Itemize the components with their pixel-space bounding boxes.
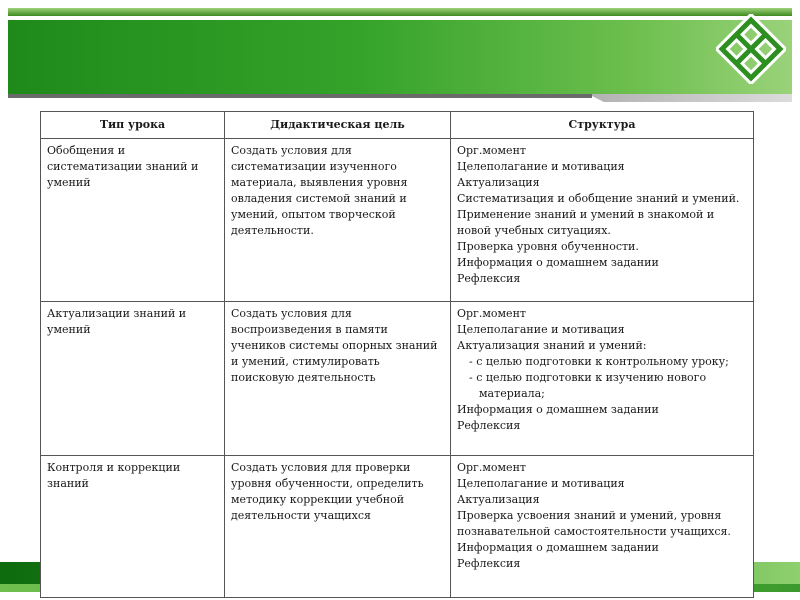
header-lesson-type: Тип урока	[41, 112, 225, 139]
structure-item: Рефлексия	[457, 419, 521, 432]
table-row	[41, 456, 754, 598]
structure-item: Проверка усвоения знаний и умений, уровня познавательной самостоятельности учащихся.	[457, 509, 731, 538]
structure-item: Целеполагание и мотивация	[457, 477, 625, 490]
cell-didactic-goal: Создать условия для воспроизведения в памяти учеников системы опорных знаний и умений, стимулировать поисковую деятельность	[225, 302, 451, 456]
cell-didactic-goal: Создать условия для систематизации изученного материала, выявления уровня овладения системой знаний и умений, опытом творческой деятельности.	[225, 139, 451, 302]
structure-item: Информация о домашнем задании	[457, 256, 659, 269]
structure-item: Рефлексия	[457, 557, 521, 570]
structure-list	[457, 306, 747, 434]
header-structure: Структура	[451, 112, 754, 139]
lesson-types-table	[40, 111, 754, 598]
cell-structure	[451, 302, 754, 456]
structure-item: Актуализация	[457, 493, 540, 506]
structure-item: Орг.момент	[457, 461, 526, 474]
cell-lesson-type: Контроля и коррекции знаний	[41, 456, 225, 598]
cell-lesson-type: Актуализации знаний и умений	[41, 302, 225, 456]
top-decor-line	[8, 8, 792, 16]
header-banner	[8, 20, 792, 94]
table-header-row	[41, 112, 754, 139]
structure-item: Систематизация и обобщение знаний и умений.	[457, 192, 740, 205]
structure-subitem: - с целью подготовки к изучению нового материала;	[469, 371, 707, 400]
structure-item: Информация о домашнем задании	[457, 403, 659, 416]
structure-item: Применение знаний и умений в знакомой и новой учебных ситуациях.	[457, 208, 715, 237]
structure-item: Информация о домашнем задании	[457, 541, 659, 554]
structure-item: Актуализация знаний и умений:	[457, 339, 647, 352]
structure-item: Целеполагание и мотивация	[457, 323, 625, 336]
cell-structure	[451, 139, 754, 302]
structure-list	[457, 460, 747, 572]
table-row	[41, 139, 754, 302]
structure-item: Целеполагание и мотивация	[457, 160, 625, 173]
cell-didactic-goal: Создать условия для проверки уровня обученности, определить методику коррекции учебной деятельности учащихся	[225, 456, 451, 598]
structure-item: Актуализация	[457, 176, 540, 189]
structure-item: Проверка уровня обученности.	[457, 240, 639, 253]
structure-item: Орг.момент	[457, 307, 526, 320]
structure-item: Рефлексия	[457, 272, 521, 285]
header-didactic-goal: Дидактическая цель	[225, 112, 451, 139]
structure-subitem: - с целью подготовки к контрольному уроку;	[469, 355, 729, 368]
structure-list	[457, 143, 747, 287]
knot-logo-icon	[716, 14, 786, 84]
structure-item: Орг.момент	[457, 144, 526, 157]
cell-structure	[451, 456, 754, 598]
cell-lesson-type: Обобщения и систематизации знаний и умений	[41, 139, 225, 302]
banner-shadow-strip	[8, 94, 592, 98]
table-row	[41, 302, 754, 456]
